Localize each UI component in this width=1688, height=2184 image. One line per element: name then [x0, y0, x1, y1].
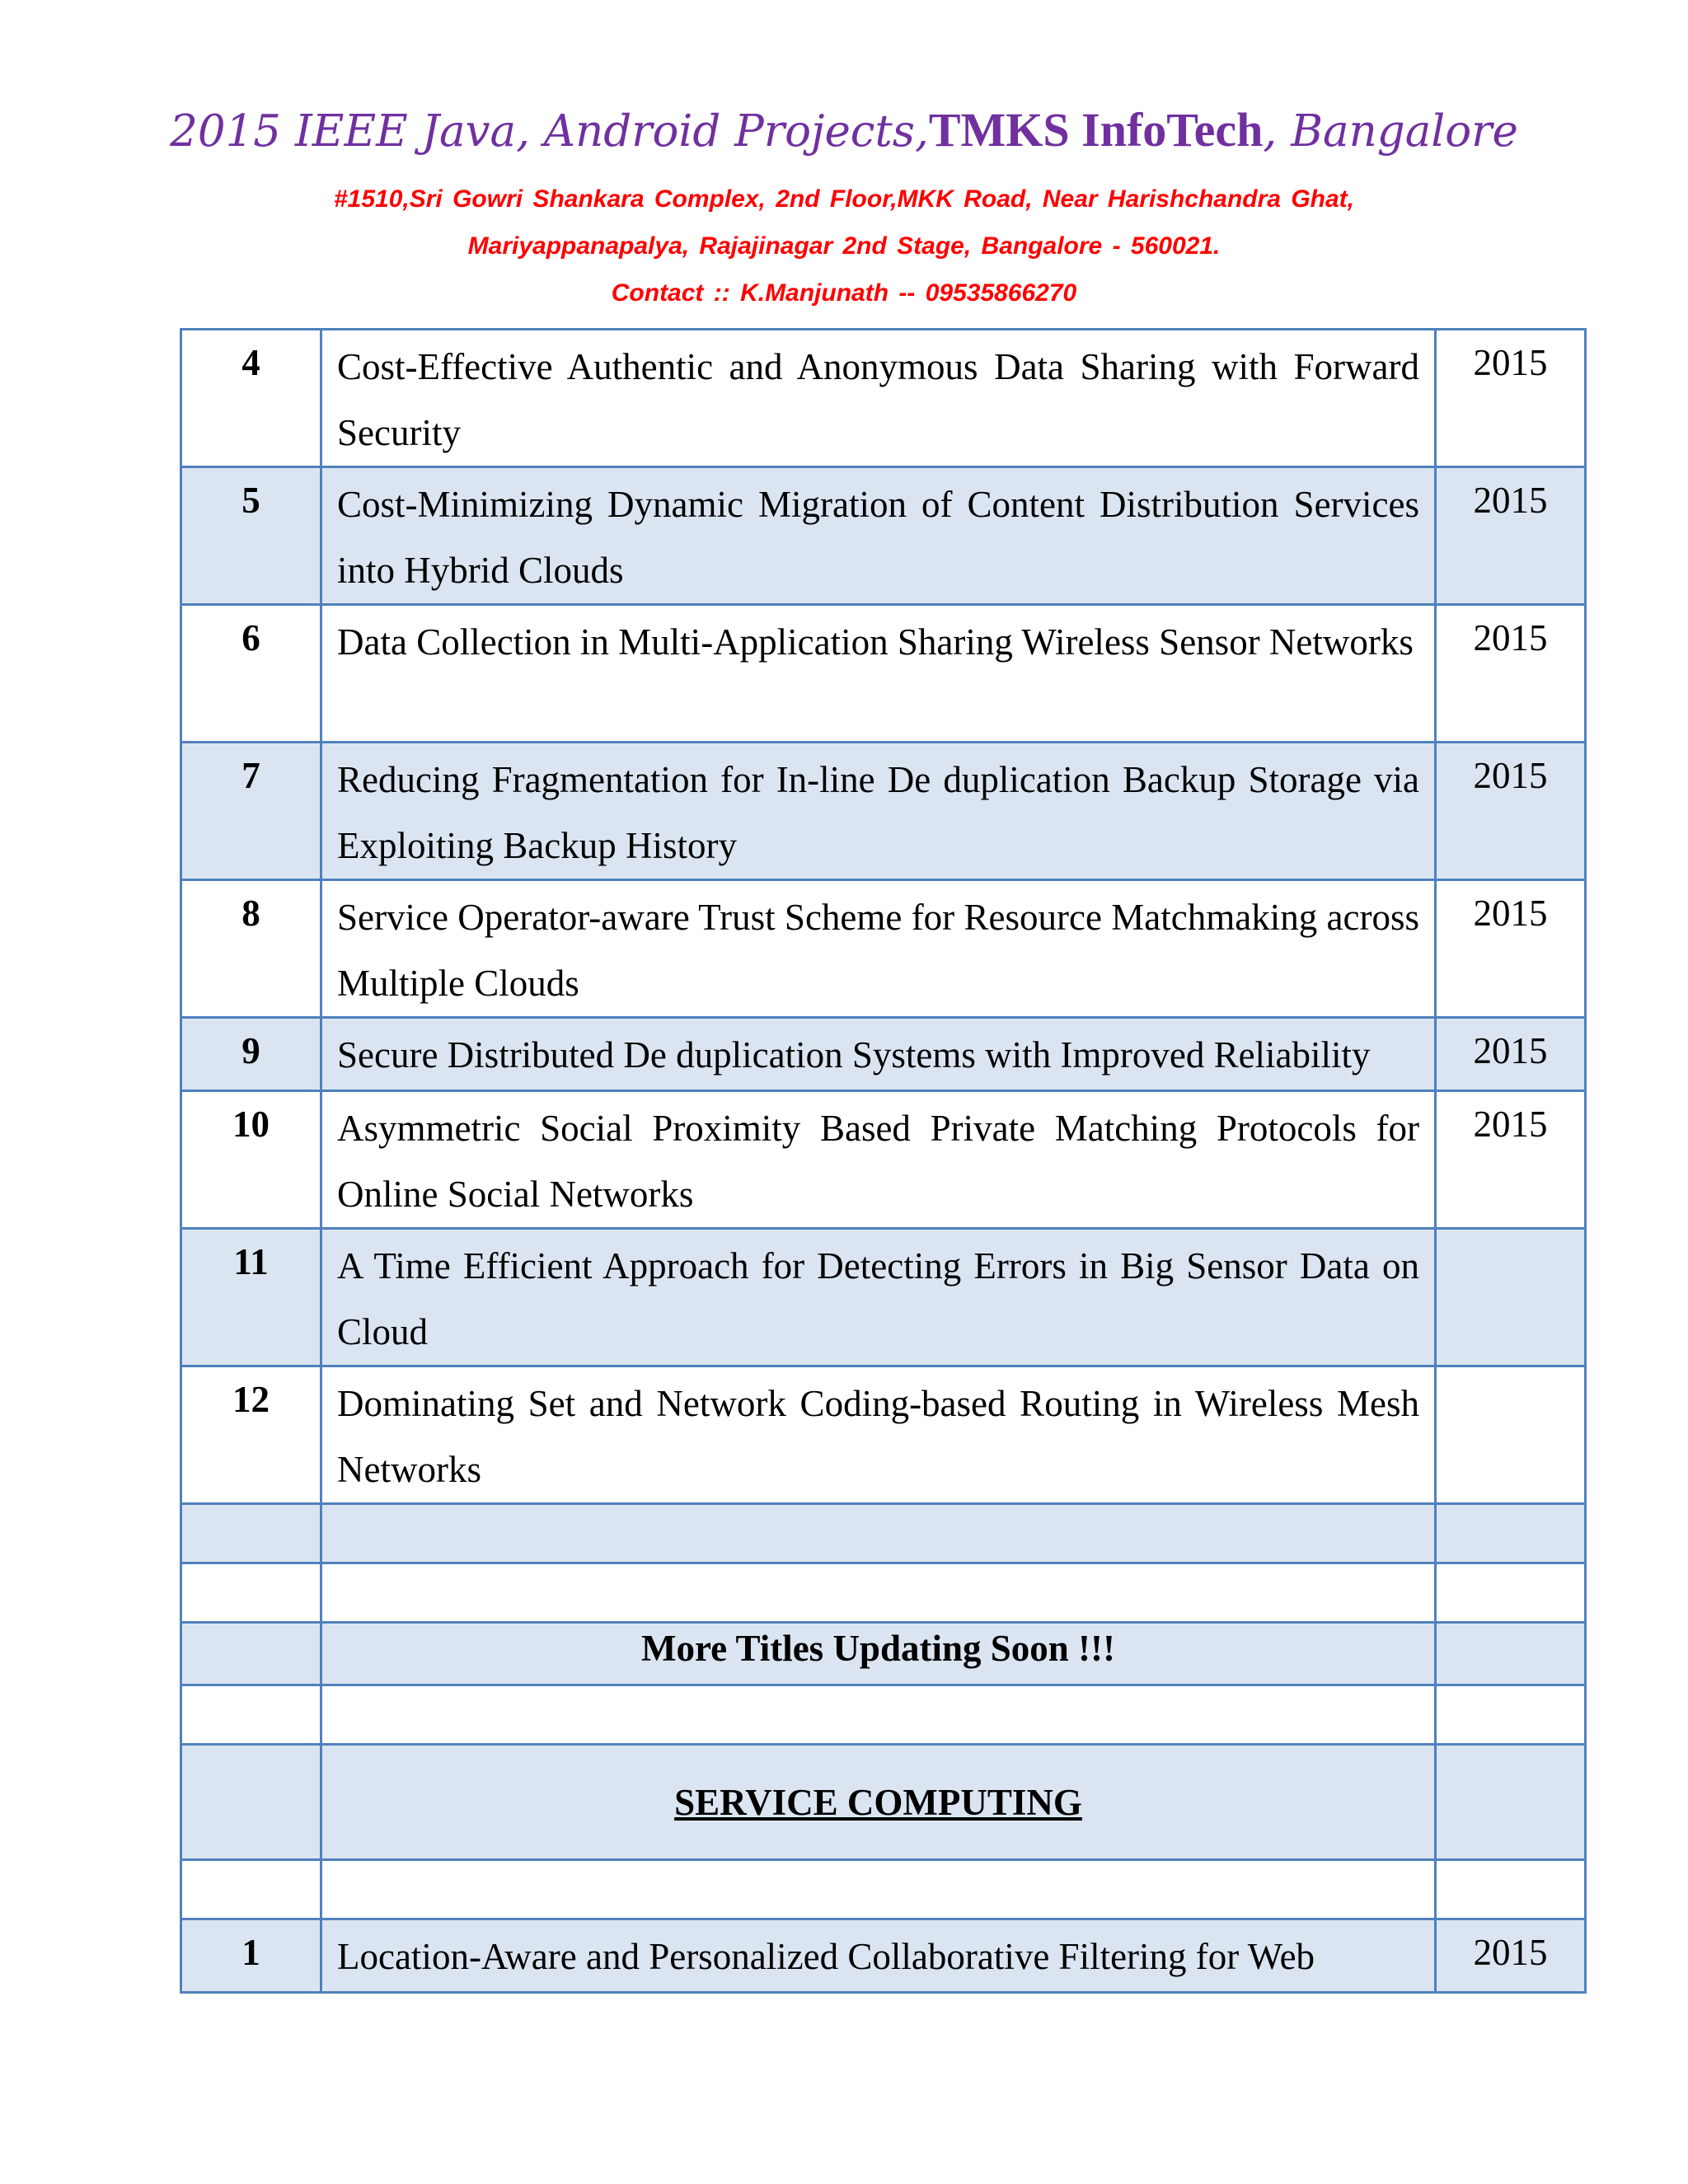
row-number: 12: [181, 1366, 321, 1504]
table-row: [181, 880, 1586, 1018]
empty-cell: [1436, 1745, 1586, 1860]
address-line-1: #1510,Sri Gowri Shankara Complex, 2nd Floor,MKK Road, Near Harishchandra Ghat,: [333, 185, 1354, 213]
title-suffix: , Bangalore: [1263, 106, 1518, 157]
project-year: 2015: [1436, 743, 1586, 880]
row-number: 4: [181, 330, 321, 467]
empty-cell: [321, 1685, 1436, 1745]
company-name: TMKS InfoTech: [928, 103, 1264, 157]
section-heading: SERVICE COMPUTING: [321, 1745, 1436, 1860]
project-year: 2015: [1436, 1919, 1586, 1993]
row-number: 1: [181, 1919, 321, 1993]
row-number: 10: [181, 1091, 321, 1229]
empty-cell: [1436, 1504, 1586, 1563]
empty-row: [181, 1563, 1586, 1623]
empty-cell: [181, 1860, 321, 1919]
project-title: Dominating Set and Network Coding-based Routing in Wireless Mesh Networks: [321, 1366, 1436, 1504]
table-row: [181, 1018, 1586, 1091]
project-year: 2015: [1436, 605, 1586, 743]
table-row: [181, 743, 1586, 880]
table-row: [181, 330, 1586, 467]
empty-cell: [1436, 1860, 1586, 1919]
project-title: Asymmetric Social Proximity Based Private Matching Protocols for Online Social Networks: [321, 1091, 1436, 1229]
project-year: 2015: [1436, 330, 1586, 467]
notice-row: [181, 1623, 1586, 1685]
empty-cell: [1436, 1623, 1586, 1685]
row-number: 6: [181, 605, 321, 743]
project-title: Cost-Minimizing Dynamic Migration of Content Distribution Services into Hybrid Clouds: [321, 467, 1436, 605]
empty-cell: [321, 1860, 1436, 1919]
project-year: [1436, 1229, 1586, 1366]
empty-cell: [181, 1504, 321, 1563]
table-row: [181, 1229, 1586, 1366]
table-row: [181, 1919, 1586, 1993]
projects-table: [180, 328, 1587, 1994]
section-row: [181, 1745, 1586, 1860]
project-year: 2015: [1436, 1091, 1586, 1229]
page-title: [0, 97, 1688, 165]
empty-row: [181, 1504, 1586, 1563]
project-title: Reducing Fragmentation for In-line De duplication Backup Storage via Exploiting Backup History: [321, 743, 1436, 880]
table-row: [181, 467, 1586, 605]
updating-notice: More Titles Updating Soon !!!: [321, 1623, 1436, 1685]
project-year: [1436, 1366, 1586, 1504]
empty-cell: [181, 1685, 321, 1745]
empty-row: [181, 1685, 1586, 1745]
project-year: 2015: [1436, 467, 1586, 605]
title-prefix: 2015 IEEE Java, Android Projects,: [170, 106, 929, 157]
empty-cell: [181, 1623, 321, 1685]
table-row: [181, 1366, 1586, 1504]
empty-cell: [1436, 1685, 1586, 1745]
empty-cell: [181, 1563, 321, 1623]
project-year: 2015: [1436, 1018, 1586, 1091]
row-number: 7: [181, 743, 321, 880]
table-row: [181, 1091, 1586, 1229]
project-title: Data Collection in Multi-Application Sharing Wireless Sensor Networks: [321, 605, 1436, 743]
project-title: Cost-Effective Authentic and Anonymous Data Sharing with Forward Security: [321, 330, 1436, 467]
contact-line: Contact :: K.Manjunath -- 09535866270: [611, 279, 1077, 307]
row-number: 9: [181, 1018, 321, 1091]
project-title: Service Operator-aware Trust Scheme for Resource Matchmaking across Multiple Clouds: [321, 880, 1436, 1018]
project-title: Location-Aware and Personalized Collaborative Filtering for Web: [321, 1919, 1436, 1993]
empty-row: [181, 1860, 1586, 1919]
row-number: 8: [181, 880, 321, 1018]
empty-cell: [321, 1563, 1436, 1623]
address-line-2: Mariyappanapalya, Rajajinagar 2nd Stage, Bangalore - 560021.: [467, 232, 1221, 260]
empty-cell: [1436, 1563, 1586, 1623]
project-year: 2015: [1436, 880, 1586, 1018]
project-title: A Time Efficient Approach for Detecting Errors in Big Sensor Data on Cloud: [321, 1229, 1436, 1366]
table-row: [181, 605, 1586, 743]
row-number: 5: [181, 467, 321, 605]
project-title: Secure Distributed De duplication Systems with Improved Reliability: [321, 1018, 1436, 1091]
row-number: 11: [181, 1229, 321, 1366]
empty-cell: [181, 1745, 321, 1860]
empty-cell: [321, 1504, 1436, 1563]
